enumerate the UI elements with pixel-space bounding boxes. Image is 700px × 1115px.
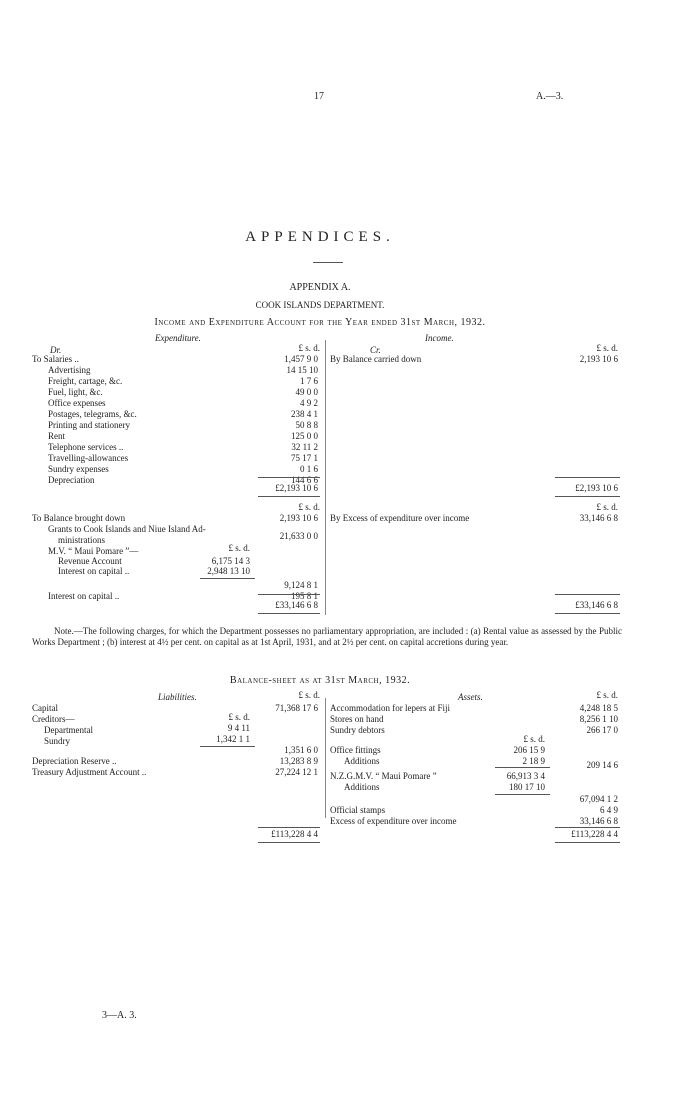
- mv-interest-amount: 2,948 13 10: [207, 566, 250, 576]
- rule: [258, 594, 320, 595]
- exp-label: Printing and stationery: [48, 420, 130, 430]
- income-heading: Income.: [425, 333, 454, 343]
- note-paragraph: Note.—The following charges, for which the Department possesses no parliamentary appropriation, are included : (a) Rental value as assessed by the Public Works Department ; (b) interest at 4½ per cent. on capital as at 1st April, 1931, and at 2½ per cent. on capital accretions during year.: [32, 626, 622, 647]
- capital-amount: 71,368 17 6: [275, 703, 318, 713]
- rule: [555, 477, 620, 478]
- page-number: 17: [314, 91, 324, 102]
- sundry-debtors-label: Sundry debtors: [330, 725, 385, 735]
- exp-label: Travelling-allowances: [48, 453, 129, 463]
- stamps-amount: 6 4 9: [600, 805, 618, 815]
- bs-divider: [325, 698, 326, 818]
- depreciation-reserve-amount: 13,283 8 9: [279, 756, 318, 766]
- exp-amount: 0 1 6: [300, 464, 318, 474]
- grants-label-2: ministrations: [58, 535, 105, 545]
- rule: [555, 842, 620, 843]
- office-fittings-amount: 206 15 9: [513, 745, 545, 755]
- assets-total: £113,228 4 4: [571, 829, 618, 839]
- footer-signature: 3—A. 3.: [102, 1010, 137, 1021]
- rule: [258, 842, 320, 843]
- stores-amount: 8,256 1 10: [579, 714, 618, 724]
- exp-amount: 75 17 1: [291, 453, 318, 463]
- exp-amount: 238 4 1: [291, 409, 318, 419]
- balance-sheet-title: Balance-sheet as at 31st March, 1932.: [229, 675, 411, 686]
- exp-label: Telephone services ..: [48, 442, 124, 452]
- liabilities-heading: Liabilities.: [158, 692, 197, 702]
- assets-heading: Assets.: [458, 692, 483, 702]
- exp-label: Fuel, light, &c.: [48, 387, 103, 397]
- expenditure-heading: Expenditure.: [155, 333, 201, 343]
- grants-label-1: Grants to Cook Islands and Niue Island Ad-: [48, 524, 206, 534]
- excess-label: By Excess of expenditure over income: [330, 513, 470, 523]
- income-label: By Balance carried down: [330, 354, 422, 364]
- accommodation-amount: 4,248 18 5: [579, 703, 618, 713]
- department-name: COOK ISLANDS DEPARTMENT.: [255, 300, 385, 310]
- income-expenditure-title: Income and Expenditure Account for the Year ended 31st March, 1932.: [154, 317, 486, 328]
- sundry-label: Sundry: [44, 736, 71, 746]
- exp-amount: 14 15 10: [286, 365, 318, 375]
- capital-label: Capital: [32, 703, 58, 713]
- lsd-header-left-2: £ s. d.: [298, 502, 320, 512]
- office-additions-label: Additions: [344, 756, 380, 766]
- mv-interest-label: Interest on capital ..: [58, 566, 130, 576]
- exp-label: Advertising: [48, 365, 91, 375]
- stamps-label: Official stamps: [330, 805, 386, 815]
- dr-label: Dr.: [50, 345, 62, 355]
- rule: [258, 827, 320, 828]
- excess-bs-label: Excess of expenditure over income: [330, 816, 457, 826]
- rule: [258, 613, 320, 614]
- excess-amount: 33,146 6 8: [579, 513, 618, 523]
- mv-total: 9,124 8 1: [284, 580, 318, 590]
- departmental-label: Departmental: [44, 725, 93, 735]
- exp-amount: 1,457 9 0: [284, 354, 318, 364]
- lsd-header-right: £ s. d.: [596, 343, 618, 353]
- rule: [555, 496, 620, 497]
- total-left-2: £33,146 6 8: [275, 600, 318, 610]
- rule: [555, 827, 620, 828]
- grants-amount: 21,633 0 0: [279, 531, 318, 541]
- interest-capital-label: Interest on capital ..: [48, 591, 120, 601]
- office-fittings-total: 209 14 6: [586, 760, 618, 770]
- exp-amount: 125 0 0: [291, 431, 318, 441]
- excess-bs-amount: 33,146 6 8: [579, 816, 618, 826]
- appendix-title: APPENDIX A.: [289, 282, 351, 293]
- rule: [258, 477, 320, 478]
- exp-label: Office expenses: [48, 398, 106, 408]
- exp-label: Postages, telegrams, &c.: [48, 409, 137, 419]
- creditors-total: 1,351 6 0: [284, 745, 318, 755]
- depreciation-reserve-label: Depreciation Reserve ..: [32, 756, 117, 766]
- income-total: £2,193 10 6: [575, 483, 618, 493]
- accommodation-label: Accommodation for lepers at Fiji: [330, 703, 450, 713]
- departmental-amount: 9 4 11: [227, 723, 250, 733]
- nz-additions-label: Additions: [344, 782, 380, 792]
- treasury-label: Treasury Adjustment Account ..: [32, 767, 147, 777]
- mv-lsd-header: £ s. d.: [228, 543, 250, 553]
- title-rule: [313, 262, 343, 263]
- bs-lsd-right: £ s. d.: [596, 690, 618, 700]
- expenditure-total: £2,193 10 6: [275, 483, 318, 493]
- creditors-lsd: £ s. d.: [228, 712, 250, 722]
- exp-label: Sundry expenses: [48, 464, 109, 474]
- revenue-label: Revenue Account: [58, 556, 122, 566]
- nzgmv-amount: 66,913 3 4: [506, 771, 545, 781]
- account-divider: [325, 340, 326, 615]
- nz-additions-amount: 180 17 10: [509, 782, 545, 792]
- nzgmv-label: N.Z.G.M.V. “ Maui Pomare ”: [330, 771, 437, 781]
- exp-amount: 50 8 8: [295, 420, 318, 430]
- revenue-amount: 6,175 14 3: [211, 556, 250, 566]
- rule: [258, 496, 320, 497]
- liabilities-total: £113,228 4 4: [271, 829, 318, 839]
- office-lsd: £ s. d.: [523, 734, 545, 744]
- exp-amount: 144 6 6: [291, 475, 318, 485]
- mv-label: M.V. “ Maui Pomare ”—: [48, 546, 139, 556]
- exp-label: To Salaries ..: [32, 354, 79, 364]
- creditors-label: Creditors—: [32, 714, 75, 724]
- treasury-amount: 27,224 12 1: [275, 767, 318, 777]
- stores-label: Stores on hand: [330, 714, 384, 724]
- exp-amount: 4 9 2: [300, 398, 318, 408]
- exp-label: Depreciation: [48, 475, 95, 485]
- exp-amount: 49 0 0: [295, 387, 318, 397]
- total-right-2: £33,146 6 8: [575, 600, 618, 610]
- bs-lsd-left: £ s. d.: [298, 690, 320, 700]
- cr-label: Cr.: [370, 345, 381, 355]
- document-reference: A.—3.: [536, 91, 564, 102]
- exp-label: Freight, cartage, &c.: [48, 376, 123, 386]
- interest-capital-amount: 195 8 1: [291, 591, 318, 601]
- rule: [200, 578, 255, 579]
- nzgmv-total: 67,094 1 2: [579, 794, 618, 804]
- sundry-debtors-amount: 266 17 0: [586, 725, 618, 735]
- lsd-header-left: £ s. d.: [298, 343, 320, 353]
- exp-amount: 32 11 2: [291, 442, 318, 452]
- rule: [555, 613, 620, 614]
- lsd-header-right-2: £ s. d.: [596, 502, 618, 512]
- office-additions-amount: 2 18 9: [522, 756, 545, 766]
- exp-amount: 1 7 6: [300, 376, 318, 386]
- exp-label: Rent: [48, 431, 65, 441]
- balance-brought-label: To Balance brought down: [32, 513, 126, 523]
- income-amount: 2,193 10 6: [579, 354, 618, 364]
- sundry-amount: 1,342 1 1: [216, 734, 250, 744]
- balance-brought-amount: 2,193 10 6: [279, 513, 318, 523]
- rule: [555, 594, 620, 595]
- main-title: APPENDICES.: [245, 229, 395, 245]
- office-fittings-label: Office fittings: [330, 745, 381, 755]
